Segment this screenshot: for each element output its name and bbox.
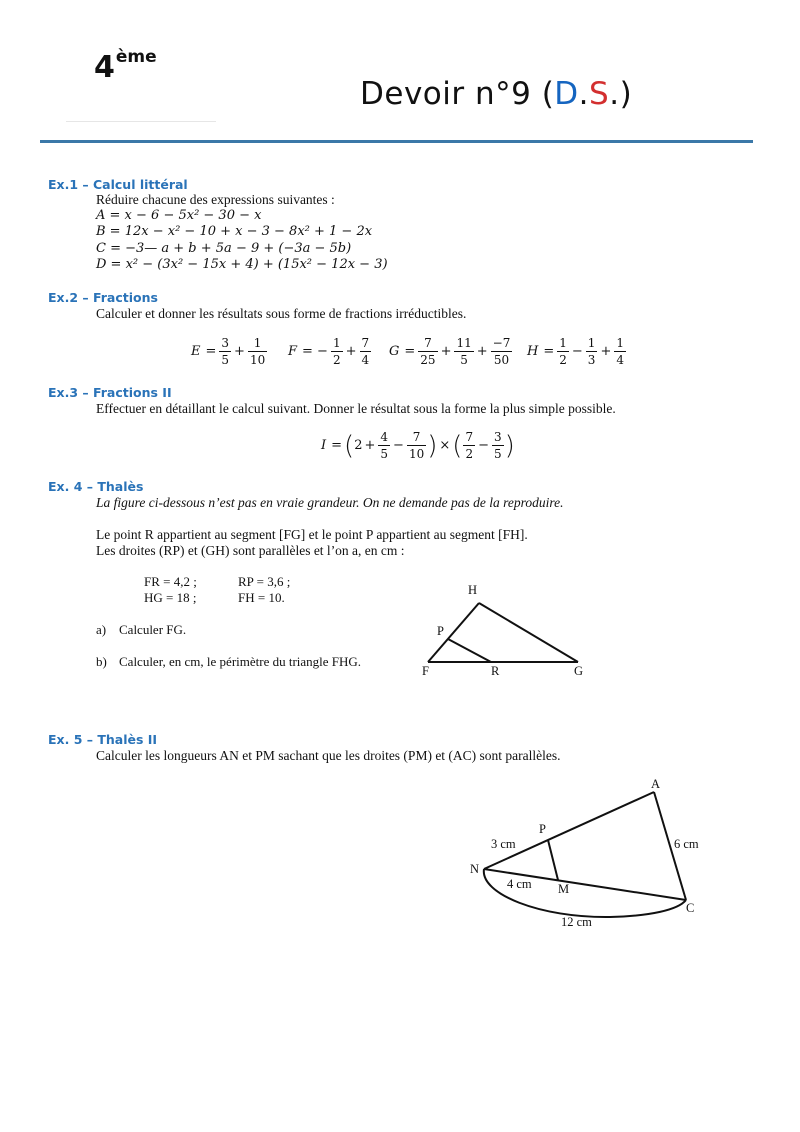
label-np-length: 3 cm bbox=[491, 837, 516, 851]
ex4-qb-label: b) bbox=[96, 654, 107, 669]
label-p: P bbox=[437, 624, 444, 638]
ex1-line-b: B = 12x − x² − 10 + x − 3 − 8x² + 1 − 2x bbox=[96, 224, 373, 239]
label-c: C bbox=[686, 901, 695, 915]
segment-pr bbox=[448, 639, 491, 662]
label-ac-length: 6 cm bbox=[674, 837, 699, 851]
segment-hg bbox=[479, 603, 578, 662]
label-r: R bbox=[491, 664, 500, 678]
ex3-heading: Ex.3 – Fractions II bbox=[48, 385, 172, 400]
label-p2: P bbox=[539, 822, 546, 836]
label-a: A bbox=[651, 777, 661, 791]
ex4-line1: Le point R appartient au segment [FG] et le point P appartient au segment [FH]. bbox=[96, 527, 528, 542]
segment-fh bbox=[428, 603, 479, 662]
expr-g: G = $\frac{7}{25}$ + $\frac{11}{5}$ + $\frac{-7}{50}$ bbox=[389, 336, 511, 367]
expr-e: E = $\frac{3}{5}$ + $\frac{1}{10}$ bbox=[191, 336, 266, 367]
ex4-qa-label: a) bbox=[96, 622, 107, 637]
thales-figure-1 bbox=[410, 578, 600, 682]
ex2-instruction: Calculer et donner les résultats sous forme de fractions irréductibles. bbox=[96, 306, 467, 321]
ex4-fh: FH = 10. bbox=[238, 590, 285, 605]
expr-f: F = − $\frac{1}{2}$ + $\frac{7}{4}$ bbox=[288, 336, 370, 367]
ex4-line2: Les droites (RP) et (GH) sont parallèles et l’on a, en cm : bbox=[96, 543, 405, 558]
label-nc-length: 12 cm bbox=[561, 915, 592, 929]
ex4-fr: FR = 4,2 ; bbox=[144, 574, 197, 589]
label-m: M bbox=[558, 882, 570, 896]
ex4-qa: Calculer FG. bbox=[119, 622, 187, 637]
ex1-line-d: D = x² − (3x² − 15x + 4) + (15x² − 12x − 3) bbox=[96, 257, 388, 272]
expr-h: H = $\frac{1}{2}$ − $\frac{1}{3}$ + $\frac{1}{4}$ bbox=[527, 336, 624, 367]
thales-figure-2 bbox=[460, 772, 720, 940]
faint-divider bbox=[66, 121, 216, 122]
ex2-heading: Ex.2 – Fractions bbox=[48, 290, 158, 305]
ex5-instruction: Calculer les longueurs AN et PM sachant que les droites (PM) et (AC) sont parallèles. bbox=[96, 748, 561, 763]
ex5-heading: Ex. 5 – Thalès II bbox=[48, 732, 158, 747]
header-rule bbox=[40, 140, 753, 143]
ex1-line-a: A = x − 6 − 5x² − 30 − x bbox=[96, 208, 262, 223]
ex1-line-c: C = −3— a + b + 5a − 9 + (−3a − 5b) bbox=[96, 241, 352, 256]
expr-i: I = ( 2 + $\frac{4}{5}$ − $\frac{7}{10}$ ) × ( $\frac{7}{2}$ − $\frac{3}{5}$ ) bbox=[321, 430, 515, 461]
segment-pm bbox=[548, 840, 558, 880]
label-h: H bbox=[468, 583, 478, 597]
label-n: N bbox=[470, 862, 480, 876]
label-g: G bbox=[574, 664, 584, 678]
ex4-note: La figure ci-dessous n’est pas en vraie grandeur. On ne demande pas de la reproduire. bbox=[96, 495, 564, 510]
segment-na bbox=[484, 792, 654, 869]
ex1-instruction: Réduire chacune des expressions suivantes : bbox=[96, 192, 335, 207]
label-nm-length: 4 cm bbox=[507, 877, 532, 891]
ex3-instruction: Effectuer en détaillant le calcul suivant. Donner le résultat sous la forme la plus simple possible. bbox=[96, 401, 616, 416]
ex4-hg: HG = 18 ; bbox=[144, 590, 197, 605]
page-title: Devoir n°9 (D.S.) bbox=[360, 76, 633, 112]
ex4-heading: Ex. 4 – Thalès bbox=[48, 479, 144, 494]
label-f: F bbox=[422, 664, 429, 678]
ex4-rp: RP = 3,6 ; bbox=[238, 574, 291, 589]
grade-level: 4ème bbox=[94, 47, 157, 85]
ex4-qb: Calculer, en cm, le périmètre du triangle FHG. bbox=[119, 654, 362, 669]
ex1-heading: Ex.1 – Calcul littéral bbox=[48, 177, 188, 192]
